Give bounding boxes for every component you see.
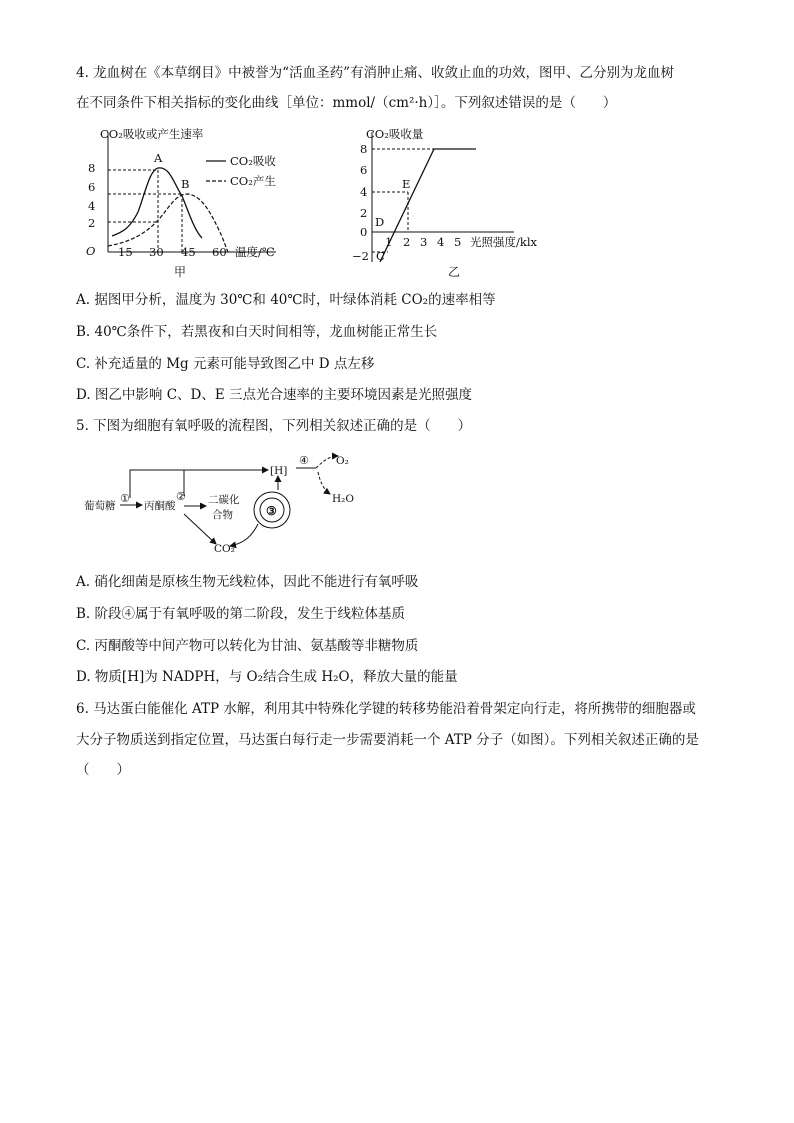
chart-a-ytick: 8: [88, 161, 96, 175]
chart-a-xtick: 45: [181, 245, 196, 259]
two-carbon-label-1: 二碳化: [208, 494, 240, 506]
q4-option-d: D. 图乙中影响 C、D、E 三点光合速率的主要环境因素是光照强度: [76, 387, 473, 403]
q5-option-a: A. 硝化细菌是原核生物无线粒体，因此不能进行有氧呼吸: [76, 574, 419, 590]
chart-a-ytick: 6: [88, 180, 96, 194]
chart-b-ytick: 8: [360, 142, 368, 156]
q5-option-b: B. 阶段④属于有氧呼吸的第二阶段，发生于线粒体基质: [76, 606, 406, 622]
chart-b-ytick: −2: [352, 249, 369, 263]
respiration-diagram: [80, 448, 380, 558]
chart-a-xlabel: 温度/℃: [235, 245, 275, 259]
chart-b-point-d: D: [375, 215, 385, 229]
step-3-label: ③: [266, 504, 277, 518]
chart-a-origin: O: [86, 244, 96, 258]
q4-stem-line2: 在不同条件下相关指标的变化曲线［单位：mmol/（cm²·h）］。下列叙述错误的是（ ）: [76, 95, 617, 111]
chart-a-xtick: 15: [118, 245, 133, 259]
chart-a-xtick: 60: [212, 245, 227, 259]
q5-option-c: C. 丙酮酸等中间产物可以转化为甘油、氨基酸等非糖物质: [76, 638, 419, 654]
chart-b-point-e: E: [402, 177, 411, 191]
chart-b-ytick: 0: [360, 225, 368, 239]
two-carbon-label-2: 合物: [212, 509, 233, 521]
chart-b-xtick: 4: [437, 235, 445, 249]
q4-option-b: B. 40℃条件下，若黑夜和白天时间相等，龙血树能正常生长: [76, 324, 438, 340]
h2o-label: H₂O: [332, 493, 354, 505]
q5-stem: 5. 下图为细胞有氧呼吸的流程图，下列相关叙述正确的是（ ）: [76, 418, 472, 434]
chart-b-ylabel: CO₂吸收量: [366, 127, 424, 141]
q6-stem-line3: （ ）: [76, 762, 130, 778]
chart-b-xlabel: 光照强度/klx: [470, 235, 538, 249]
glucose-label: 葡萄糖: [84, 500, 116, 512]
co2-label: CO₂: [214, 543, 235, 555]
chart-b-point-c: C: [376, 249, 385, 263]
chart-a-legend-dashed: CO₂产生: [230, 174, 276, 188]
chart-a-ylabel: CO₂吸收或产生速率: [100, 127, 204, 141]
chart-a-ytick: 4: [88, 199, 96, 213]
chart-b-ytick: 4: [360, 185, 368, 199]
step-2-label: ②: [176, 490, 186, 503]
pyruvate-label: 丙酮酸: [144, 500, 176, 512]
chart-a-xtick: 30: [149, 245, 164, 259]
q6-stem-line2: 大分子物质送到指定位置，马达蛋白每行走一步需要消耗一个 ATP 分子（如图）。下列相关叙述正确的是: [76, 732, 699, 748]
chart-b-line: [380, 149, 476, 262]
q6-stem-line1: 6. 马达蛋白能催化 ATP 水解，利用其中特殊化学键的转移势能沿着骨架定向行走，将所携带的细胞器或: [76, 701, 696, 717]
chart-a-point-a: A: [154, 151, 163, 165]
step-1-label: ①: [120, 492, 130, 505]
chart-a-caption: 甲: [174, 265, 187, 279]
step-4-label: ④: [299, 454, 309, 467]
q4-stem-line1: 4. 龙血树在《本草纲目》中被誉为“活血圣药”有消肿止痛、收敛止血的功效，图甲、乙分别为龙血树: [76, 65, 674, 81]
q4-option-c: C. 补充适量的 Mg 元素可能导致图乙中 D 点左移: [76, 356, 375, 372]
chart-b-xtick: 3: [420, 235, 428, 249]
q4-option-a: A. 据图甲分析，温度为 30℃和 40℃时，叶绿体消耗 CO₂的速率相等: [76, 292, 496, 308]
q5-option-d: D. 物质[H]为 NADPH，与 O₂结合生成 H₂O，释放大量的能量: [76, 669, 458, 685]
chart-b: [348, 124, 558, 280]
chart-a-legend-solid: CO₂吸收: [230, 154, 276, 168]
chart-b-xtick: 2: [403, 235, 411, 249]
chart-b-xtick: 5: [454, 235, 462, 249]
chart-a-production-curve: [108, 194, 228, 252]
chart-b-ytick: 6: [360, 163, 368, 177]
chart-a-point-b: B: [181, 177, 190, 191]
chart-b-caption: 乙: [448, 265, 461, 279]
chart-b-ytick: 2: [360, 206, 368, 220]
chart-b-xtick: 1: [385, 235, 393, 249]
o2-label: O₂: [336, 455, 349, 467]
h-label: [H]: [270, 465, 288, 477]
chart-a: [78, 124, 298, 280]
chart-a-ytick: 2: [88, 216, 96, 230]
